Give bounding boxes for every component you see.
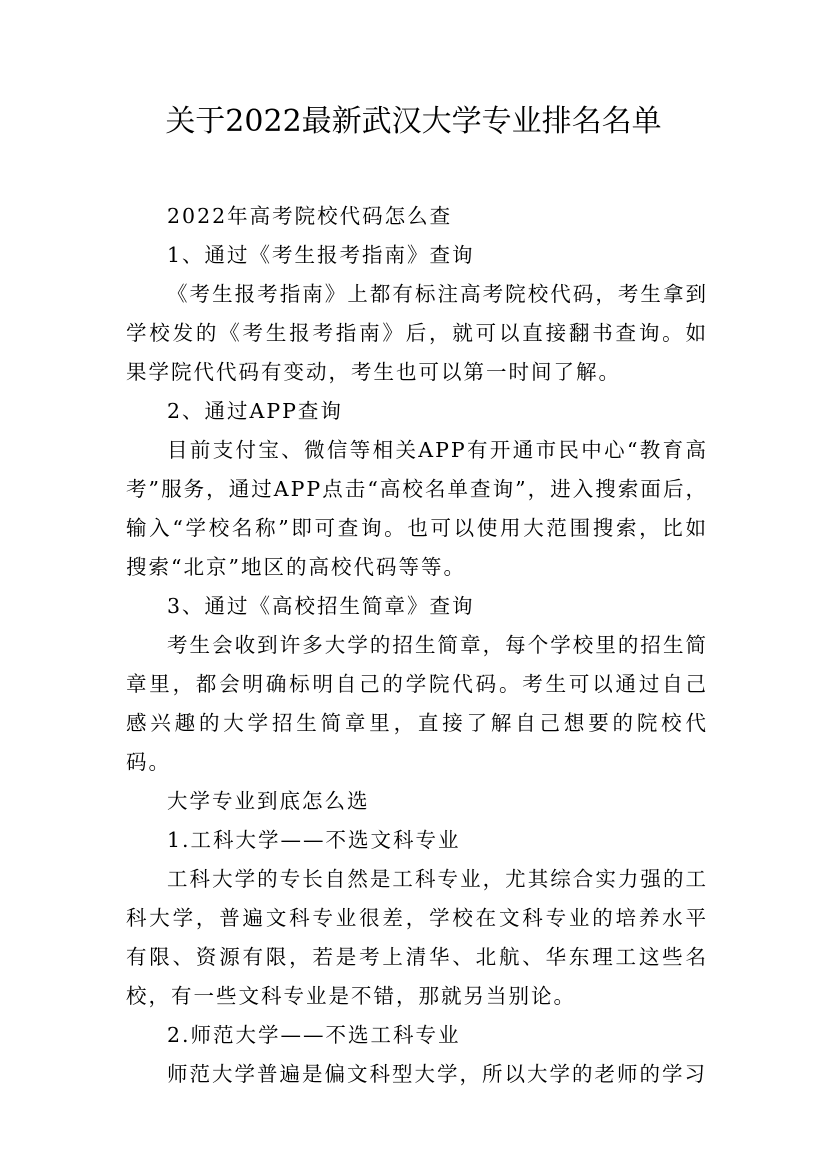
paragraph-tip-1-title: 1.工科大学——不选文科专业 xyxy=(167,828,461,852)
document-title: 关于2022最新武汉大学专业排名名单 xyxy=(165,104,662,139)
paragraph-tip-1-body: 工科大学的专长自然是工科专业，尤其综合实力强的工科大学，普遍文科专业很差，学校在文科专业的培养水平有限、资源有限，若是考上清华、北航、华东理工这些名校，有一些文科专业是不错，那就另当别论。 xyxy=(126,867,708,1008)
paragraph-method-3-title: 3、通过《高校招生简章》查询 xyxy=(167,594,475,618)
paragraph-tip-2-body: 师范大学普遍是偏文科型大学，所以大学的老师的学习 xyxy=(167,1062,707,1086)
paragraph-tip-2-title: 2.师范大学——不选工科专业 xyxy=(167,1023,461,1047)
document-body xyxy=(126,197,708,1094)
paragraph-heading-major-choice: 大学专业到底怎么选 xyxy=(167,789,370,813)
paragraph-method-2-body: 目前支付宝、微信等相关APP有开通市民中心“教育高考”服务，通过APP点击“高校名单查询”，进入搜索面后，输入“学校名称”即可查询。也可以使用大范围搜索，比如搜索“北京”地区的高校代码等等。 xyxy=(126,438,708,579)
paragraph-method-2-title: 2、通过APP查询 xyxy=(167,399,343,423)
paragraph-method-1-title: 1、通过《考生报考指南》查询 xyxy=(167,243,475,267)
paragraph-method-3-body: 考生会收到许多大学的招生简章，每个学校里的招生简章里，都会明确标明自己的学院代码。考生可以通过自己感兴趣的大学招生简章里，直接了解自己想要的院校代码。 xyxy=(126,633,708,774)
paragraph-heading-code-lookup: 2022年高考院校代码怎么查 xyxy=(167,204,453,228)
paragraph-method-1-body: 《考生报考指南》上都有标注高考院校代码，考生拿到学校发的《考生报考指南》后，就可以直接翻书查询。如果学院代代码有变动，考生也可以第一时间了解。 xyxy=(126,282,708,384)
